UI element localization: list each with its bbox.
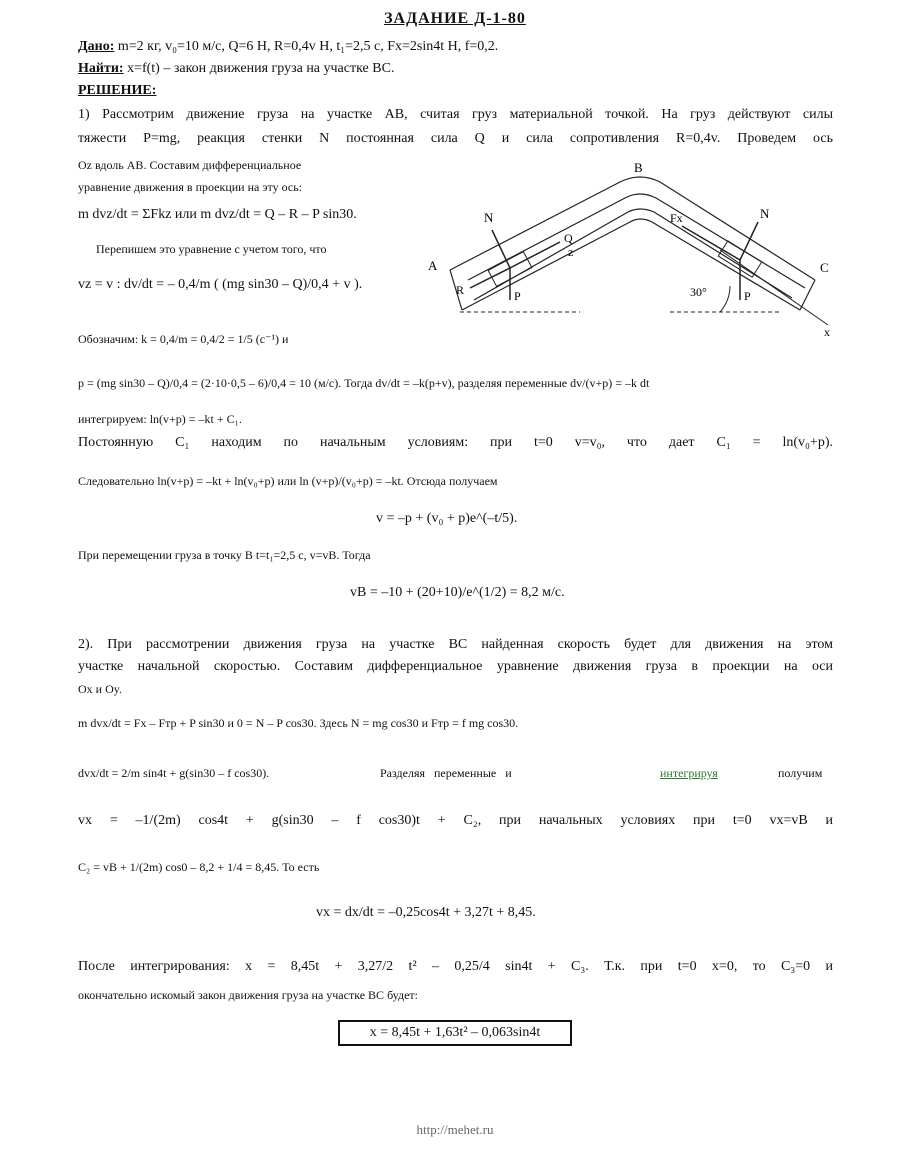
equation-5: vx = dx/dt = –0,25cos4t + 3,27t + 8,45. [316, 905, 536, 920]
part1-line-8: интегрируем: ln(v+p) = –kt + C₁. [78, 412, 242, 426]
label-p-bc: P [744, 289, 751, 303]
part2-line-5b: Разделяя переменные и [380, 766, 512, 780]
page-title: ЗАДАНИЕ Д-1-80 [384, 10, 526, 27]
incline-diagram [420, 160, 840, 340]
footer-url: http://mehet.ru [416, 1122, 494, 1137]
part1-line-11: При перемещении груза в точку B t=t₁=2,5 с, v=vB. Тогда [78, 548, 371, 562]
part2-line-3: Ox и Oy. [78, 682, 122, 696]
part2-line-5c: интегрируя [660, 766, 718, 780]
find-line [78, 60, 394, 78]
part1-line-3: Oz вдоль AB. Составим дифференциальное [78, 158, 302, 172]
given-text: m=2 кг, v₀=10 м/с, Q=6 Н, R=0,4v Н, t₁=2,5 с, Fx=2sin4t Н, f=0,2. [117, 39, 499, 54]
part2-line-4: m dvx/dt = Fx – Fтр + P sin30 и 0 = N – P cos30. Здесь N = mg cos30 и Fтр = f mg cos30. [78, 716, 519, 730]
part1-line-6: Обозначим: k = 0,4/m = 0,4/2 = 1/5 (с⁻¹) и [78, 332, 289, 346]
label-fx: Fx [670, 211, 683, 225]
label-angle: 30° [690, 285, 707, 299]
label-q: Q [564, 231, 573, 245]
part1-line-7: p = (mg sin30 – Q)/0,4 = (2·10·0,5 – 6)/0,4 = 10 (м/с). Тогда dv/dt = –k(p+v), разделяя переменные dv/(v+p) = –k dt [78, 376, 650, 390]
part2-line-5d: получим [778, 766, 823, 780]
answer-formula: x = 8,45t + 1,63t² – 0,063sin4t [369, 1025, 541, 1040]
part1-line-10: Следовательно ln(v+p) = –kt + ln(v₀+p) или ln (v+p)/(v₀+p) = –kt. Отсюда получаем [78, 474, 498, 488]
given-label: Дано: [78, 39, 115, 54]
equation-4: vB = –10 + (20+10)/e^(1/2) = 8,2 м/с. [350, 585, 565, 600]
part2-line-1: 2). При рассмотрении движения груза на участке BC найденная скорость будет для движения на этом [78, 637, 833, 652]
label-x: x [824, 325, 830, 339]
part2-line-6: vx = –1/(2m) cos4t + g(sin30 – f cos30)t + C₂, при начальных условиях при t=0 vx=vB и [78, 813, 833, 828]
label-b: B [634, 160, 643, 175]
label-n-ab: N [484, 210, 494, 225]
part2-line-8: После интегрирования: x = 8,45t + 3,27/2 t² – 0,25/4 sin4t + C₃. Т.к. при t=0 x=0, то C₃=0 и [78, 959, 833, 974]
find-text: x=f(t) – закон движения груза на участке BC. [127, 61, 395, 76]
equation-3: v = –p + (v₀ + p)e^(–t/5). [376, 511, 518, 526]
part1-line-2: тяжести P=mg, реакция стенки N постоянная сила Q и сила сопротивления R=0,4v. Проведем ось [78, 131, 833, 146]
part2-line-7: C₂ = vB + 1/(2m) cos0 – 8,2 + 1/4 = 8,45. То есть [78, 860, 320, 874]
label-c: C [820, 260, 829, 275]
equation-2: vz = v : dv/dt = – 0,4/m ( (mg sin30 – Q)/0,4 + v ). [78, 277, 363, 292]
part2-line-2: участке начальной скоростью. Составим дифференциальное уравнение движения груза в проекции на оси [78, 659, 833, 674]
resistance-r [470, 268, 510, 288]
tube-outline [450, 177, 815, 310]
label-r: R [456, 283, 465, 297]
part1-line-9: Постоянную C₁ находим по начальным условиям: при t=0 v=v₀, что дает C₁ = ln(v₀+p). [78, 435, 833, 450]
part1-line-4: уравнение движения в проекции на эту ось: [78, 180, 302, 194]
label-a: A [428, 258, 438, 273]
equation-1: m dvz/dt = ΣFkz или m dvz/dt = Q – R – P sin30. [78, 207, 357, 222]
part1-line-5: Перепишем это уравнение с учетом того, что [96, 242, 327, 256]
part2-line-5a: dvx/dt = 2/m sin4t + g(sin30 – f cos30). [78, 766, 270, 780]
angle-arc [720, 286, 730, 312]
part1-line-1: 1) Рассмотрим движение груза на участке AB, считая груз материальной точкой. На груз действуют силы [78, 107, 833, 122]
label-p-ab: P [514, 289, 521, 303]
label-z: z [568, 245, 574, 259]
part2-line-9: окончательно искомый закон движения груза на участке BC будет: [78, 988, 418, 1002]
find-label: Найти: [78, 61, 124, 76]
given-line [78, 38, 498, 56]
label-n-bc: N [760, 206, 770, 221]
answer-box [338, 1020, 572, 1046]
solution-heading: РЕШЕНИЕ: [78, 83, 157, 98]
